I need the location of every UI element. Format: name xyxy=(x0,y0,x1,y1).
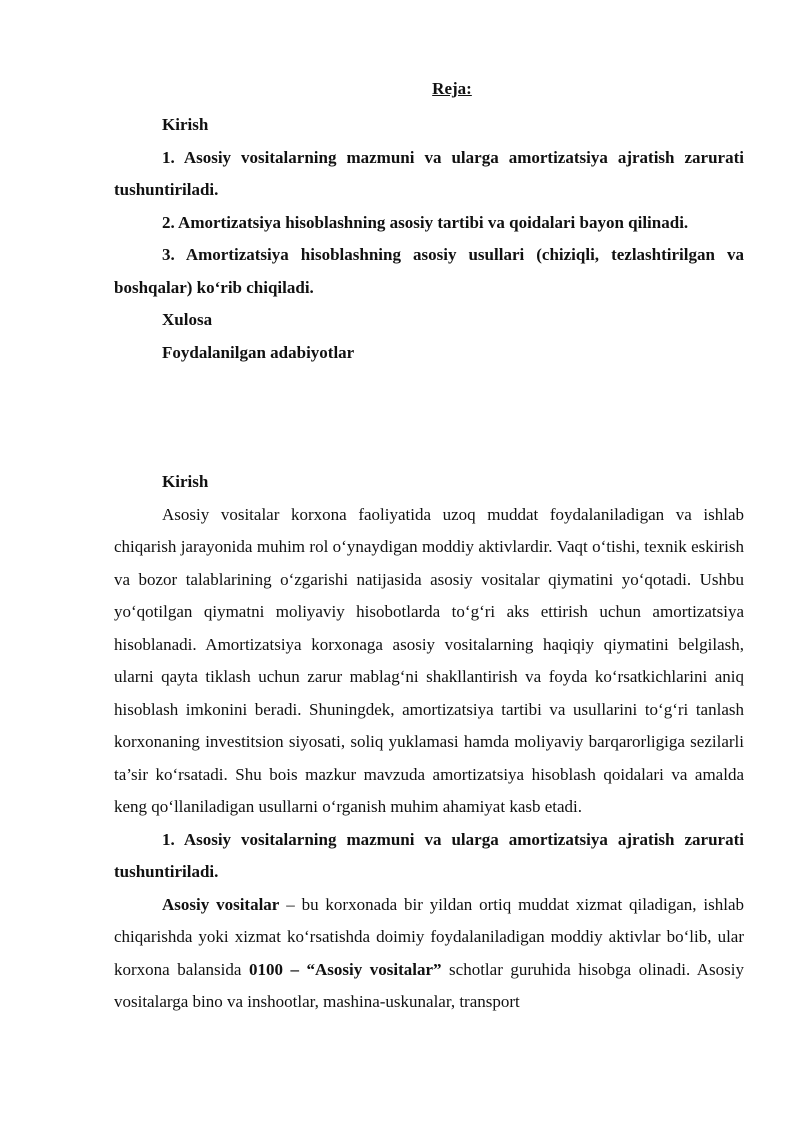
section1-text-part1: – bu korxonada bir yildan ortiq muddat xizmat qiladigan, ishlab chiqarishda yoki xizmat ko‘rsatishda doimiy foydalaniladigan moddiy aktivlar bo‘lib, ular korxona balansida xyxy=(114,894,745,979)
account-code: 0100 – “Asosiy vositalar” xyxy=(248,959,442,979)
plan-item-intro: Kirish xyxy=(162,115,209,134)
plan-item-references: Foydalanilgan adabiyotlar xyxy=(162,342,355,362)
plan-item-1: 1. Asosiy vositalarning mazmuni va ularga amortizatsiya ajratish zarurati tushuntiriladi. xyxy=(114,147,744,199)
section1-text-part2: schotlar guruhida hisobga olinadi. Asosiy vositalarga bino va inshootlar, mashina-uskunalar, transport xyxy=(114,959,745,1011)
section1-heading: 1. Asosiy vositalarning mazmuni va ularga amortizatsiya ajratish zarurati tushuntiriladi. xyxy=(114,829,744,881)
intro-heading: Kirish xyxy=(162,472,209,491)
plan-item-2: 2. Amortizatsiya hisoblashning asosiy tartibi va qoidalari bayon qilinadi. xyxy=(162,212,689,232)
section1-paragraph xyxy=(114,889,744,1019)
plan-list xyxy=(114,109,744,369)
plan-item-3: 3. Amortizatsiya hisoblashning asosiy usullari (chiziqli, tezlashtirilgan va boshqalar) ko‘rib chiqiladi. xyxy=(114,245,744,297)
document-body xyxy=(114,466,744,1019)
plan-title: Reja: xyxy=(432,79,472,98)
term-asosiy-vositalar: Asosiy vositalar xyxy=(162,894,280,914)
plan-item-conclusion: Xulosa xyxy=(162,310,213,329)
intro-paragraph: Asosiy vositalar korxona faoliyatida uzoq muddat foydalaniladigan va ishlab chiqarish jarayonida muhim rol o‘ynaydigan moddiy aktivlardir. Vaqt o‘tishi, texnik eskirish va bozor talablarining o‘zgarishi natijasida asosiy vositalar qiymatini yo‘qotadi. Ushbu yo‘qotilgan qiymatni moliyaviy hisobotlarda to‘g‘ri aks ettirish uchun amortizatsiya hisoblanadi. Amortizatsiya korxonaga asosiy vositalarning haqiqiy qiymatini belgilash, ularni qayta tiklash uchun zarur mablag‘ni shakllantirish va foyda ko‘rsatkichlarini aniq hisoblash imkonini beradi. Shuningdek, amortizatsiya tartibi va usullarini to‘g‘ri tanlash korxonaning investitsion siyosati, soliq yuklamasi hamda moliyaviy barqarorligiga sezilarli ta’sir ko‘rsatadi. Shu bois mazkur mavzuda amortizatsiya hisoblash qoidalari va amalda keng qo‘llaniladigan usullarni o‘rganish muhim ahamiyat kasb etadi. xyxy=(114,504,744,816)
